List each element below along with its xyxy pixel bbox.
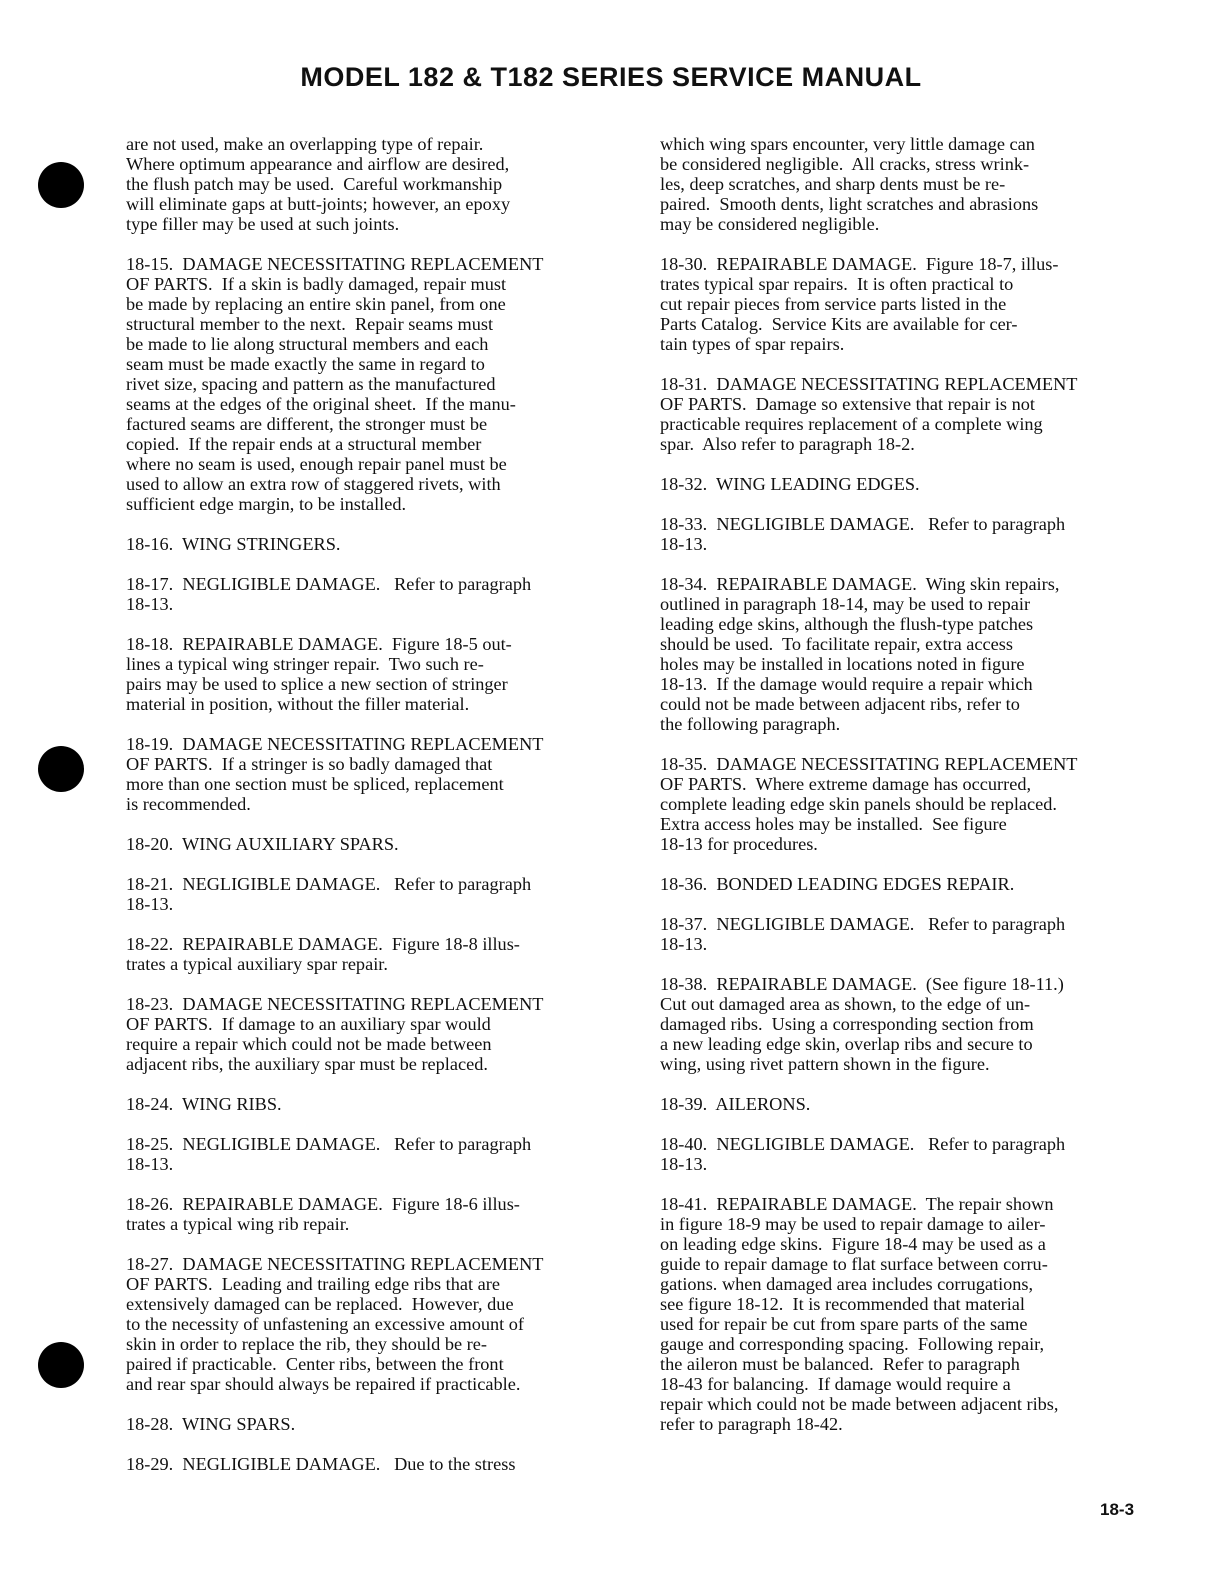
- paragraph: 18-28. WING SPARS.: [126, 1414, 296, 1434]
- paragraph: 18-19. DAMAGE NECESSITATING REPLACEMENT OF PARTS. If a stringer is so badly damaged that more than one section must be spliced, replacement is recommended.: [126, 734, 544, 814]
- binder-hole: [38, 162, 84, 208]
- page-number: 18-3: [1100, 1500, 1135, 1519]
- paragraph: 18-37. NEGLIGIBLE DAMAGE. Refer to paragraph 18-13.: [660, 914, 1066, 954]
- left-column: [126, 134, 626, 1494]
- paragraph: 18-41. REPAIRABLE DAMAGE. The repair shown in figure 18-9 may be used to repair damage to ailer- on leading edge skins. Figure 18-4 may be used as a guide to repair damage to flat surface between corru- gations. when damaged area includes corrugations, see figure 18-12. It is recommended that material used for repair be cut from spare parts of the same gauge and corresponding spacing. Following repair, the aileron must be balanced. Refer to paragraph 18-43 for balancing. If damage would require a repair which could not be made between adjacent ribs, refer to paragraph 18-42.: [660, 1194, 1059, 1434]
- paragraph: 18-18. REPAIRABLE DAMAGE. Figure 18-5 out- lines a typical wing stringer repair. Two such re- pairs may be used to splice a new section of stringer material in position, without the filler material.: [126, 634, 512, 714]
- paragraph: 18-32. WING LEADING EDGES.: [660, 474, 920, 494]
- paragraph: 18-22. REPAIRABLE DAMAGE. Figure 18-8 illus- trates a typical auxiliary spar repair.: [126, 934, 520, 974]
- paragraph: 18-25. NEGLIGIBLE DAMAGE. Refer to paragraph 18-13.: [126, 1134, 532, 1174]
- paragraph: 18-30. REPAIRABLE DAMAGE. Figure 18-7, illus- trates typical spar repairs. It is often practical to cut repair pieces from service parts listed in the Parts Catalog. Service Kits are available for cer- tain types of spar repairs.: [660, 254, 1059, 354]
- paragraph: 18-24. WING RIBS.: [126, 1094, 282, 1114]
- paragraph: 18-16. WING STRINGERS.: [126, 534, 341, 554]
- paragraph: 18-40. NEGLIGIBLE DAMAGE. Refer to paragraph 18-13.: [660, 1134, 1066, 1174]
- paragraph: 18-23. DAMAGE NECESSITATING REPLACEMENT OF PARTS. If damage to an auxiliary spar would require a repair which could not be made between adjacent ribs, the auxiliary spar must be replaced.: [126, 994, 544, 1074]
- paragraph: 18-20. WING AUXILIARY SPARS.: [126, 834, 399, 854]
- paragraph: which wing spars encounter, very little damage can be considered negligible. All cracks, stress wrink- les, deep scratches, and sharp dents must be re- paired. Smooth dents, light scratches and abrasions may be considered negligible.: [660, 134, 1039, 234]
- paragraph: 18-38. REPAIRABLE DAMAGE. (See figure 18-11.) Cut out damaged area as shown, to the edge of un- damaged ribs. Using a corresponding section from a new leading edge skin, overlap ribs and secure to wing, using rivet pattern shown in the figure.: [660, 974, 1064, 1074]
- paragraph: 18-39. AILERONS.: [660, 1094, 811, 1114]
- paragraph: 18-36. BONDED LEADING EDGES REPAIR.: [660, 874, 1015, 894]
- paragraph: 18-27. DAMAGE NECESSITATING REPLACEMENT OF PARTS. Leading and trailing edge ribs that are extensively damaged can be replaced. However, due to the necessity of unfastening an excessive amount of skin in order to replace the rib, they should be re- paired if practicable. Center ribs, between the front and rear spar should always be repaired if practicable.: [126, 1254, 544, 1394]
- page-title: MODEL 182 & T182 SERIES SERVICE MANUAL: [300, 62, 922, 92]
- binder-hole: [38, 746, 84, 792]
- paragraph: are not used, make an overlapping type of repair. Where optimum appearance and airflow are desired, the flush patch may be used. Careful workmanship will eliminate gaps at butt-joints; however, an epoxy type filler may be used at such joints.: [126, 134, 511, 234]
- paragraph: 18-34. REPAIRABLE DAMAGE. Wing skin repairs, outlined in paragraph 18-14, may be used to repair leading edge skins, although the flush-type patches should be used. To facilitate repair, extra access holes may be installed in locations noted in figure 18-13. If the damage would require a repair which could not be made between adjacent ribs, refer to the following paragraph.: [660, 574, 1060, 734]
- binder-hole: [38, 1342, 84, 1388]
- paragraph: 18-15. DAMAGE NECESSITATING REPLACEMENT OF PARTS. If a skin is badly damaged, repair must be made by replacing an entire skin panel, from one structural member to the next. Repair seams must be made to lie along structural members and each seam must be made exactly the same in regard to rivet size, spacing and pattern as the manufactured seams at the edges of the original sheet. If the manu- factured seams are different, the stronger must be copied. If the repair ends at a structural member where no seam is used, enough repair panel must be used to allow an extra row of staggered rivets, with sufficient edge margin, to be installed.: [126, 254, 544, 514]
- paragraph: 18-33. NEGLIGIBLE DAMAGE. Refer to paragraph 18-13.: [660, 514, 1066, 554]
- right-column: [660, 134, 1160, 1454]
- paragraph: 18-29. NEGLIGIBLE DAMAGE. Due to the stress: [126, 1454, 516, 1474]
- paragraph: 18-31. DAMAGE NECESSITATING REPLACEMENT OF PARTS. Damage so extensive that repair is not practicable requires replacement of a complete wing spar. Also refer to paragraph 18-2.: [660, 374, 1078, 454]
- paragraph: 18-21. NEGLIGIBLE DAMAGE. Refer to paragraph 18-13.: [126, 874, 532, 914]
- paragraph: 18-17. NEGLIGIBLE DAMAGE. Refer to paragraph 18-13.: [126, 574, 532, 614]
- paragraph: 18-35. DAMAGE NECESSITATING REPLACEMENT OF PARTS. Where extreme damage has occurred, complete leading edge skin panels should be replaced. Extra access holes may be installed. See figure 18-13 for procedures.: [660, 754, 1078, 854]
- paragraph: 18-26. REPAIRABLE DAMAGE. Figure 18-6 illus- trates a typical wing rib repair.: [126, 1194, 520, 1234]
